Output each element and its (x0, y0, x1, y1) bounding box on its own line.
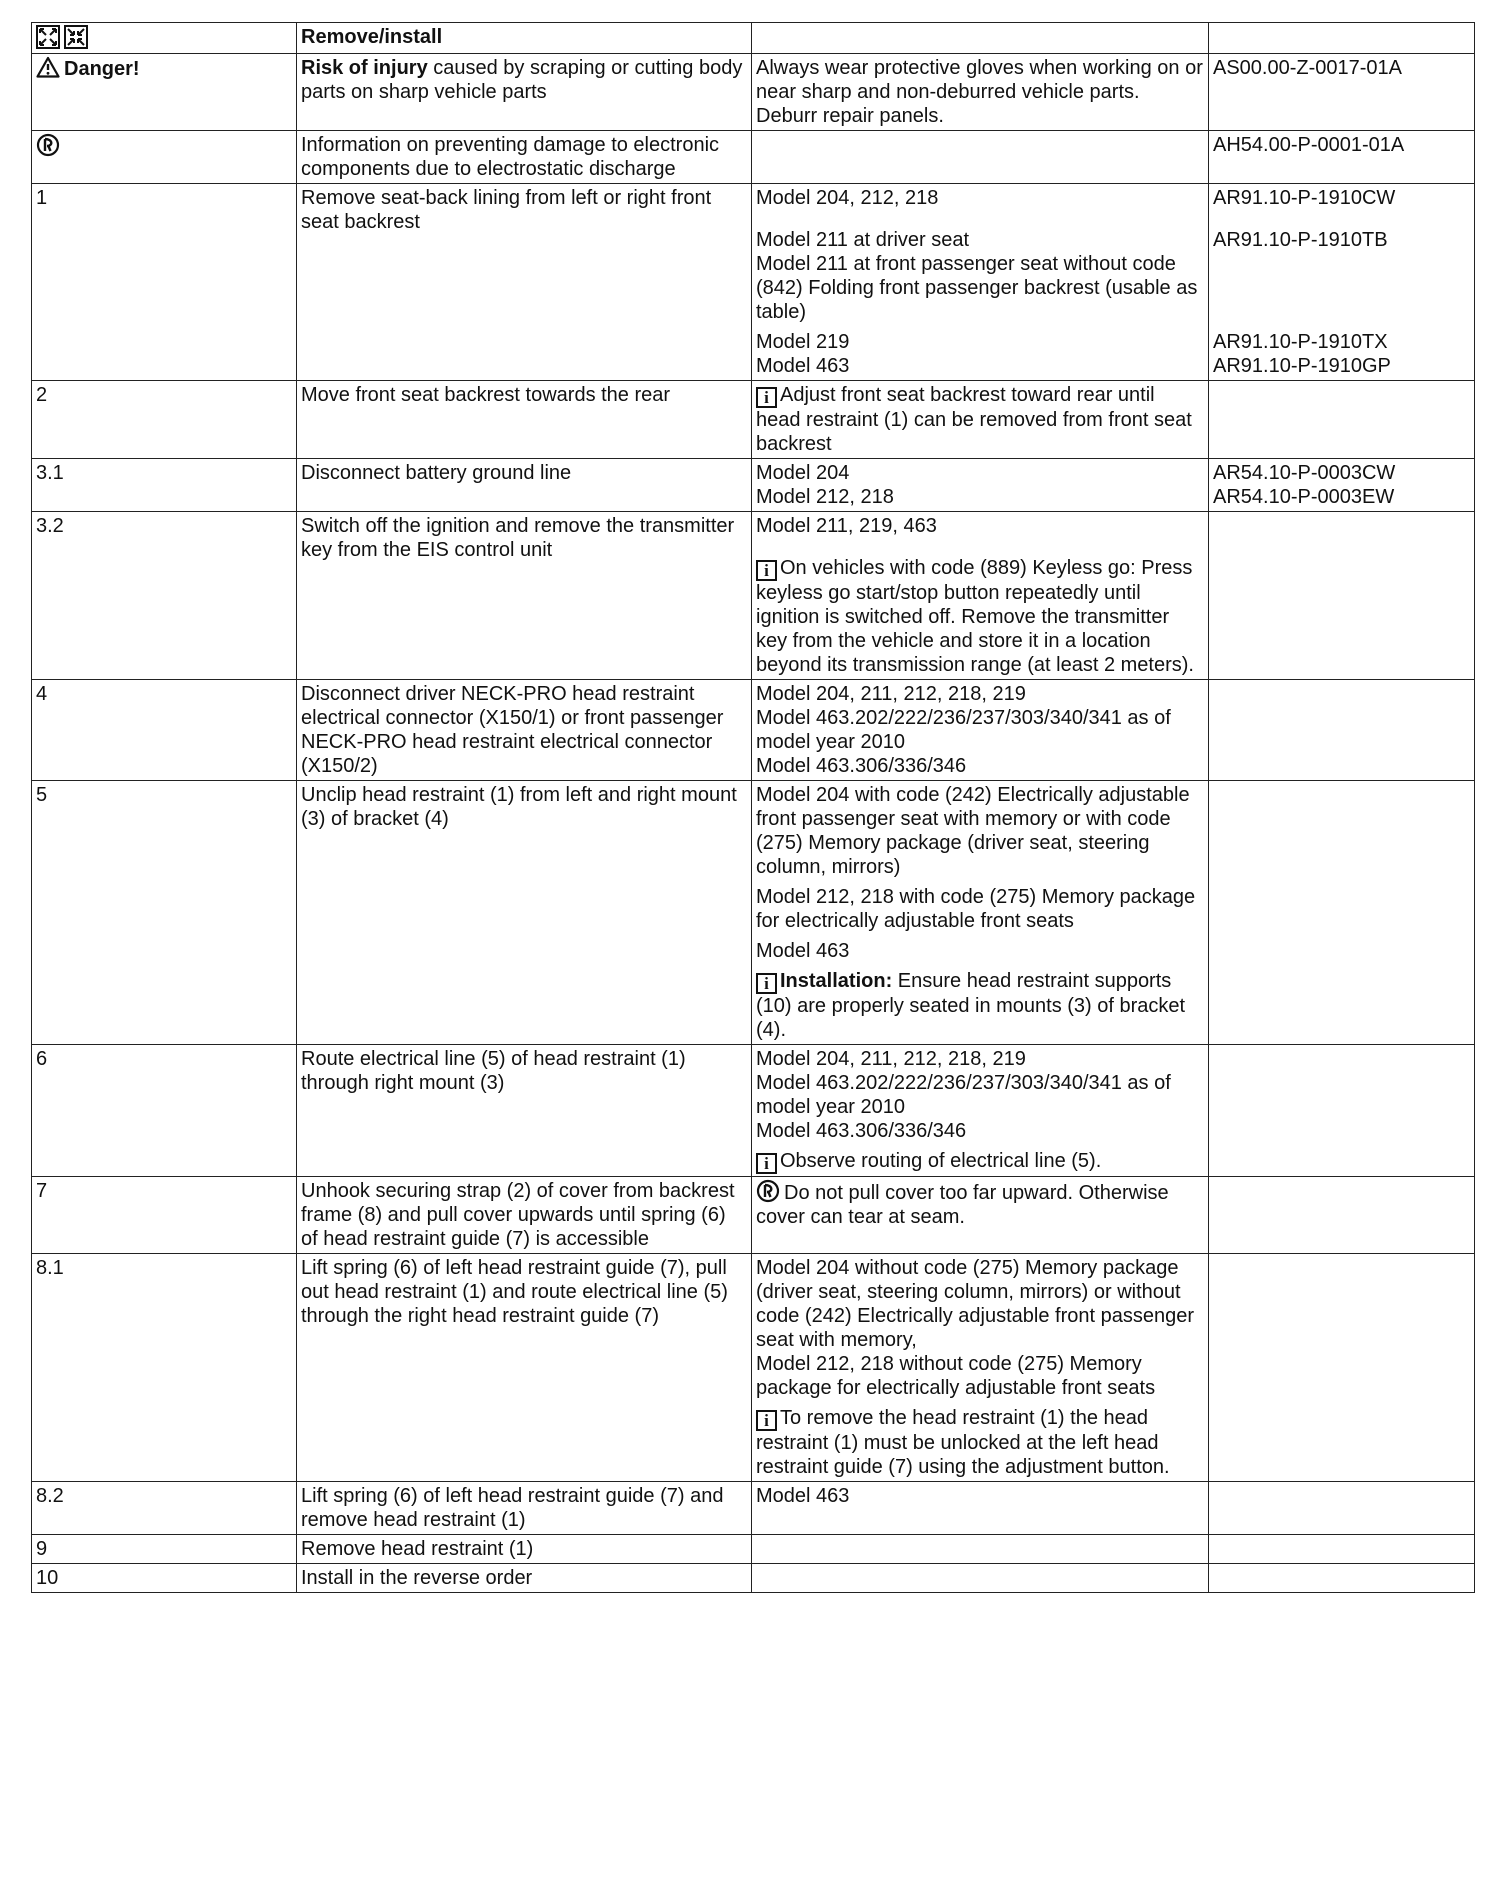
step-row (32, 1564, 1475, 1593)
procedure-table (31, 22, 1475, 1593)
step-notes: i Adjust front seat backrest toward rear until head restraint (1) can be removed from front seat backrest (752, 381, 1209, 459)
step-action: Switch off the ignition and remove the transmitter key from the EIS control unit (297, 512, 752, 680)
ref-link[interactable]: AR91.10-P-1910CW (1213, 187, 1396, 209)
step-number: 4 (32, 680, 297, 781)
info-icon: i (756, 1410, 777, 1431)
step-number: 9 (32, 1535, 297, 1564)
esd-row (32, 131, 1475, 184)
step-action: Remove seat-back lining from left or right front seat backrest (297, 184, 752, 381)
step-action: Route electrical line (5) of head restraint (1) through right mount (3) (297, 1045, 752, 1177)
step-number: 8.2 (32, 1482, 297, 1535)
danger-label: Danger! (64, 58, 140, 80)
step-action: Remove head restraint (1) (297, 1535, 752, 1564)
step-notes: Model 204 without code (275) Memory package (driver seat, steering column, mirrors) or without code (242) Electrically adjustable front passenger seat with memory, Model 212, 218 without code (275) Memory package for electrically adjustable front seats i To remove the head restraint (1) the head restraint (1) must be unlocked at the left head restraint guide (7) using the adjustment button. (752, 1254, 1209, 1482)
step-row (32, 459, 1475, 512)
danger-risk: Risk of injury caused by scraping or cutting body parts on sharp vehicle parts (297, 54, 752, 131)
step-number: 2 (32, 381, 297, 459)
danger-ref-link[interactable]: AS00.00-Z-0017-01A (1209, 54, 1475, 131)
step-number: 1 (32, 184, 297, 381)
step-number: 6 (32, 1045, 297, 1177)
header-row (32, 23, 1475, 54)
step-row (32, 781, 1475, 1045)
step-number: 5 (32, 781, 297, 1045)
step-notes: Do not pull cover too far upward. Otherwise cover can tear at seam. (752, 1177, 1209, 1254)
header-icons-cell (32, 23, 297, 54)
danger-measures: Always wear protective gloves when working on or near sharp and non-deburred vehicle parts. Deburr repair panels. (752, 54, 1209, 131)
step-row (32, 381, 1475, 459)
info-icon: i (756, 560, 777, 581)
esd-warning-icon (36, 133, 60, 157)
esd-text: Information on preventing damage to electronic components due to electrostatic discharge (297, 131, 752, 184)
step-notes: Model 204, 211, 212, 218, 219 Model 463.202/222/236/237/303/340/341 as of model year 2010 Model 463.306/336/346 i Observe routing of electrical line (5). (752, 1045, 1209, 1177)
step-row (32, 512, 1475, 680)
step-refs (1209, 184, 1475, 381)
step-action: Disconnect driver NECK-PRO head restraint electrical connector (X150/1) or front passenger NECK-PRO head restraint electrical connector (X150/2) (297, 680, 752, 781)
info-icon: i (756, 973, 777, 994)
step-row (32, 1177, 1475, 1254)
ref-link[interactable]: AR54.10-P-0003EW (1213, 486, 1395, 508)
step-notes: Model 204, 212, 218 Model 211 at driver seat Model 211 at front passenger seat without code (842) Folding front passenger backrest (usable as table) Model 219 Model 463 (752, 184, 1209, 381)
step-notes: Model 463 (752, 1482, 1209, 1535)
step-action: Unhook securing strap (2) of cover from backrest frame (8) and pull cover upwards until spring (6) of head restraint guide (7) is accessible (297, 1177, 752, 1254)
step-notes: Model 204, 211, 212, 218, 219 Model 463.202/222/236/237/303/340/341 as of model year 2010 Model 463.306/336/346 (752, 680, 1209, 781)
header-title: Remove/install (297, 23, 752, 54)
warning-triangle-icon (36, 56, 60, 78)
expand-icon[interactable] (36, 25, 60, 49)
step-row (32, 1254, 1475, 1482)
step-action: Unclip head restraint (1) from left and right mount (3) of bracket (4) (297, 781, 752, 1045)
ref-link[interactable]: AR91.10-P-1910TB (1213, 229, 1388, 251)
step-refs (1209, 459, 1475, 512)
step-action: Lift spring (6) of left head restraint guide (7), pull out head restraint (1) and route electrical line (5) through the right head restraint guide (7) (297, 1254, 752, 1482)
step-number: 10 (32, 1564, 297, 1593)
step-row (32, 680, 1475, 781)
step-row (32, 1482, 1475, 1535)
step-number: 8.1 (32, 1254, 297, 1482)
step-action: Move front seat backrest towards the rear (297, 381, 752, 459)
step-notes: Model 211, 219, 463 i On vehicles with code (889) Keyless go: Press keyless go start/stop button repeatedly until ignition is switched off. Remove the transmitter key from the vehicle and store it in a location beyond its transmission range (at least 2 meters). (752, 512, 1209, 680)
step-row (32, 1535, 1475, 1564)
info-icon: i (756, 1153, 777, 1174)
danger-row (32, 54, 1475, 131)
step-action: Disconnect battery ground line (297, 459, 752, 512)
ref-link[interactable]: AR91.10-P-1910TX (1213, 331, 1388, 353)
step-row (32, 1045, 1475, 1177)
step-row (32, 184, 1475, 381)
esd-warning-icon (756, 1179, 780, 1203)
info-icon: i (756, 387, 777, 408)
step-notes: Model 204 Model 212, 218 (752, 459, 1209, 512)
collapse-icon[interactable] (64, 25, 88, 49)
step-action: Install in the reverse order (297, 1564, 752, 1593)
step-number: 7 (32, 1177, 297, 1254)
step-notes: Model 204 with code (242) Electrically adjustable front passenger seat with memory or with code (275) Memory package (driver seat, steering column, mirrors) Model 212, 218 with code (275) Memory package for electrically adjustable front seats Model 463 i Installation: Ensure head restraint supports (10) are properly seated in mounts (3) of bracket (4). (752, 781, 1209, 1045)
step-number: 3.1 (32, 459, 297, 512)
step-action: Lift spring (6) of left head restraint guide (7) and remove head restraint (1) (297, 1482, 752, 1535)
ref-link[interactable]: AR54.10-P-0003CW (1213, 462, 1396, 484)
ref-link[interactable]: AR91.10-P-1910GP (1213, 355, 1391, 377)
esd-ref-link[interactable]: AH54.00-P-0001-01A (1209, 131, 1475, 184)
step-number: 3.2 (32, 512, 297, 680)
